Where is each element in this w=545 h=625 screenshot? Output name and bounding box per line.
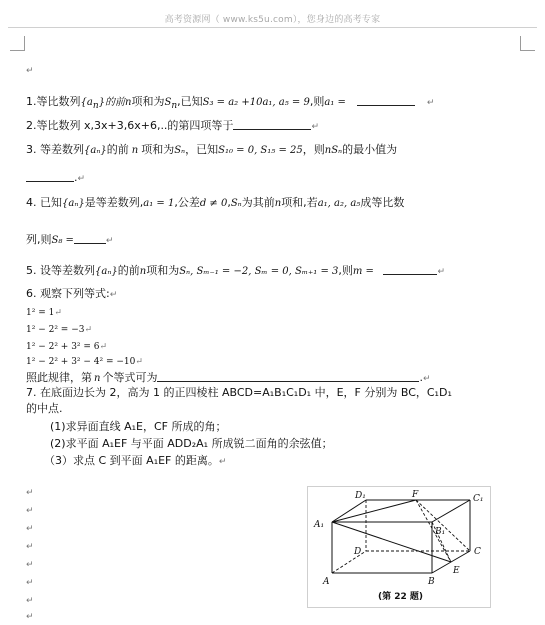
problem-5-text: 5. 设等差数列 [26, 264, 95, 277]
problem-5-text4: ,则 [338, 264, 353, 277]
problem-1 [26, 94, 434, 113]
label-B: B [428, 577, 435, 587]
problem-1-close: }的前 [98, 97, 125, 108]
paragraph-mark: ↵ [26, 612, 34, 622]
page-header: 高考资源网（ www.ks5u.com），您身边的高考专家 [164, 15, 381, 25]
problem-1-text: 1.等比数列 [26, 95, 81, 108]
problem-2 [26, 118, 319, 134]
problem-3-text4: ，已知 [185, 143, 219, 156]
label-B1: B₁ [435, 527, 446, 537]
problem-6-rule-text: 照此规律，第 [26, 371, 92, 384]
problem-4-text3: ,公差 [174, 196, 200, 209]
equation-4-text: 1² − 2² + 3² − 4² = −10 [26, 357, 136, 367]
problem-4-terms: a₁, a₂, a₅ [317, 198, 361, 209]
problem-4-d: d ≠ 0 [199, 198, 228, 209]
problem-7-text2: 的中点. [26, 402, 63, 415]
problem-5-seq: {aₙ} [95, 266, 118, 277]
problem-3-text: 3. 等差数列 [26, 143, 84, 156]
paragraph-mark: ↵ [26, 560, 34, 570]
problem-2-text: 2.等比数列 x,3x+3,6x+6,..的第四项等于 [26, 119, 234, 132]
paragraph-mark: ↵ [135, 357, 143, 367]
problem-5-target: m = [352, 266, 374, 277]
problem-3-text2: 的前 [106, 143, 129, 156]
problem-7-part-2 [50, 437, 333, 451]
paragraph-mark: ↵ [218, 457, 227, 467]
problem-1-text2: 项和为 [131, 95, 165, 108]
label-A1: A₁ [314, 520, 325, 530]
label-A: A [323, 577, 330, 587]
problem-1-n: n [125, 97, 132, 108]
problem-6-rule-n: n [94, 373, 101, 384]
answer-blank [233, 118, 311, 130]
prism-figure [307, 486, 491, 608]
problem-3-text3: 项和为 [141, 143, 175, 156]
paragraph-mark: ↵ [26, 596, 34, 606]
problem-7-text: 7. 在底面边长为 2，高为 1 的正四棱柱 ABCD=A₁B₁C₁D₁ 中，E，F 分别为 BC，C₁D₁ [26, 386, 452, 399]
answer-blank [26, 170, 74, 182]
problem-4-n: n [274, 198, 282, 209]
paragraph-mark: ↵ [109, 290, 118, 300]
problem-3-answer: .↵ [26, 170, 85, 186]
problem-5-n: n [139, 266, 147, 277]
label-C: C [474, 547, 481, 557]
problem-4-text6: 成等比数 [360, 196, 405, 209]
paragraph-mark: ↵ [54, 308, 62, 318]
problem-3-S: Sₙ [174, 145, 186, 156]
problem-1-S: S [164, 97, 172, 108]
equation-2 [26, 323, 92, 337]
segment-FC [416, 500, 470, 551]
equation-3 [26, 340, 107, 354]
problem-4-S: Sₙ [230, 198, 242, 209]
prism-diagram [308, 487, 490, 607]
problem-3-text5: ，则 [302, 143, 325, 156]
problem-3-seq: {aₙ} [84, 145, 107, 156]
paragraph-mark: ↵ [422, 374, 431, 384]
problem-7-cont [26, 402, 63, 416]
problem-7 [26, 386, 452, 400]
problem-6-rule-text2: 个等式可为 [102, 371, 158, 384]
equation-2-text: 1² − 2² = −3 [26, 325, 85, 335]
problem-5-condition: Sₙ, Sₘ₋₁ = −2, Sₘ = 0, Sₘ₊₁ = 3 [179, 266, 339, 277]
problem-5-text3: 项和为 [146, 264, 180, 277]
answer-blank [383, 263, 437, 275]
equation-1 [26, 306, 62, 320]
paragraph-mark: ↵ [105, 236, 114, 246]
problem-4-comma: , [227, 196, 231, 209]
answer-blank [74, 232, 106, 244]
paragraph-mark: ↵ [84, 325, 93, 335]
problem-4-a1: a₁ = 1 [143, 198, 175, 209]
problem-1-condition: S₃ = a₂ +10a₁, a₅ = 9 [202, 97, 310, 108]
label-C1: C₁ [473, 494, 484, 504]
crop-mark-top-right [520, 36, 535, 51]
problem-1-text4: ,则 [309, 95, 325, 108]
paragraph-mark: ↵ [26, 66, 34, 76]
problem-4-text: 4. 已知 [26, 196, 62, 209]
problem-4 [26, 196, 404, 211]
label-E: E [453, 566, 460, 576]
paragraph-mark: ↵ [426, 98, 435, 108]
problem-3 [26, 143, 397, 158]
problem-4-text4: 为其前 [241, 196, 275, 209]
segment-A1E [332, 522, 451, 562]
problem-4-text2: 是等差数列, [84, 196, 144, 209]
problem-7-part-2-text: (2)求平面 A₁EF 与平面 ADD₂A₁ 所成锐二面角的余弦值； [50, 437, 333, 450]
problem-7-part-3 [44, 454, 226, 469]
paragraph-mark: ↵ [26, 542, 34, 552]
equation-1-text: 1² = 1 [26, 308, 55, 318]
problem-6 [26, 287, 117, 302]
paragraph-mark: ↵ [99, 342, 108, 352]
paragraph-mark: ↵ [26, 506, 34, 516]
problem-6-rule: 照此规律，第 n 个等式可为 .↵ [26, 371, 431, 384]
problem-1-sub: n [92, 101, 99, 111]
paragraph-mark: ↵ [77, 174, 86, 184]
label-D1: D₁ [355, 491, 366, 501]
answer-blank [157, 370, 419, 382]
problem-5 [26, 263, 445, 279]
problem-3-condition: S₁₀ = 0, S₁₅ = 25 [218, 145, 303, 156]
header-rule [8, 27, 537, 28]
edge-B1C1 [432, 500, 470, 522]
problem-7-part-1-text: (1)求异面直线 A₁E，CF 所成的角； [50, 420, 227, 433]
problem-4-seq: {aₙ} [62, 198, 85, 209]
paragraph-mark: ↵ [26, 524, 34, 534]
problem-4-text7: 列,则 [26, 233, 52, 246]
problem-4-target: S₈ = [51, 235, 74, 246]
label-F: F [412, 490, 419, 500]
problem-3-n: n [131, 145, 139, 156]
problem-3-expr: nSₙ [324, 145, 343, 156]
paragraph-mark: ↵ [311, 122, 319, 132]
problem-7-part-1 [50, 420, 226, 434]
segment-FE [416, 500, 451, 562]
edge-A1D1 [332, 500, 366, 522]
answer-blank [357, 94, 415, 106]
paragraph-mark: ↵ [26, 578, 34, 588]
problem-5-text2: 的前 [117, 264, 140, 277]
paragraph-mark: ↵ [26, 488, 34, 498]
problem-6-text: 6. 观察下列等式: [26, 287, 110, 300]
problem-1-target: a₁ = [324, 97, 346, 108]
problem-4-text5: 项和,若 [281, 196, 318, 209]
problem-3-text6: 的最小值为 [342, 143, 398, 156]
crop-mark-top-left [10, 36, 25, 51]
problem-1-Ssub: n [171, 101, 178, 111]
segment-A1F [332, 500, 416, 522]
problem-1-text3: ,已知 [177, 95, 203, 108]
label-D: D [354, 547, 362, 557]
figure-caption: (第 22 题) [378, 592, 424, 602]
equation-4 [26, 355, 143, 369]
equation-3-text: 1² − 2² + 3² = 6 [26, 342, 100, 352]
problem-1-seq: {a [80, 97, 93, 108]
paragraph-mark: ↵ [437, 267, 445, 277]
problem-4-cont [26, 232, 113, 248]
problem-7-part-3-text: （3）求点 C 到平面 A₁EF 的距离。 [44, 454, 219, 467]
